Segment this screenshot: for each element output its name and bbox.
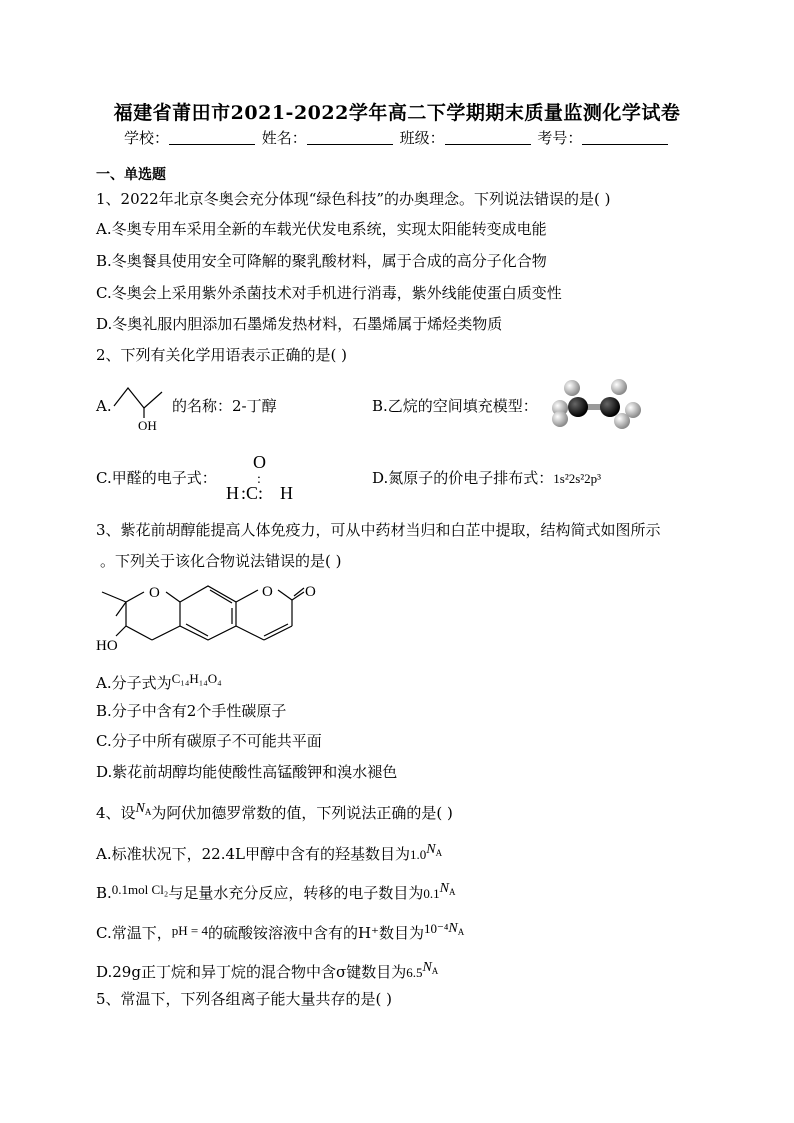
na-sub: A bbox=[435, 848, 443, 858]
avogadro-symbol-b bbox=[440, 881, 456, 896]
q4-b-text: 与足量水充分反应，转移的电子数目为 bbox=[168, 884, 424, 902]
q3-stem-line2: 。下列关于该化合物说法错误的是( ) bbox=[100, 552, 342, 570]
q4-b-value: 0.1 bbox=[423, 886, 440, 901]
q2-stem: 2、下列有关化学用语表示正确的是( ) bbox=[96, 346, 348, 364]
school-label: 学校： bbox=[124, 129, 170, 147]
q4-a-value: 1.0 bbox=[409, 847, 427, 862]
q3-option-b: B.分子中含有2个手性碳原子 bbox=[96, 702, 287, 720]
q4-a-text: A.标准状况下，22.4L甲醇中含有的羟基数目为 bbox=[96, 845, 410, 863]
name-blank[interactable] bbox=[307, 130, 393, 145]
q1-option-a: A.冬奥专用车采用全新的车载光伏发电系统，实现太阳能转变成电能 bbox=[96, 220, 547, 238]
na-sub: A bbox=[144, 807, 152, 817]
nitrogen-config: 1s²2s²2p³ bbox=[553, 471, 602, 486]
na-sub: A bbox=[431, 966, 439, 976]
q2-option-d-text: D.氮原子的价电子排布式： bbox=[372, 469, 554, 487]
q4-option-c bbox=[96, 919, 464, 943]
q4-d-value: 6.5 bbox=[406, 965, 423, 980]
na-sub: A bbox=[448, 887, 456, 897]
na-n: N bbox=[439, 881, 449, 896]
q4-b-prefix: B. bbox=[96, 884, 112, 902]
q1-option-b: B.冬奥餐具使用安全可降解的聚乳酸材料，属于合成的高分子化合物 bbox=[96, 252, 547, 270]
q3-option-a-text: A.分子式为 bbox=[96, 674, 172, 692]
formaldehyde-h2: H bbox=[280, 483, 293, 503]
q4-option-a bbox=[96, 840, 442, 865]
hydroxyl-label: HO bbox=[96, 638, 118, 654]
exam-title: 福建省莆田市2021-2022学年高二下学期期末质量监测化学试卷 bbox=[113, 102, 681, 124]
butanol-oh-label: OH bbox=[138, 418, 157, 433]
butanol-skeletal-structure bbox=[112, 380, 172, 433]
ring-oxygen-right: O bbox=[262, 584, 273, 600]
q3-option-a bbox=[96, 669, 222, 693]
q4-b-formula: 0.1mol Cl₂ bbox=[111, 882, 169, 897]
q1-option-c: C.冬奥会上采用紫外杀菌技术对手机进行消毒，紫外线能使蛋白质变性 bbox=[96, 284, 562, 302]
formaldehyde-h1: H bbox=[226, 483, 239, 503]
q4-stem-prefix: 4、设 bbox=[96, 804, 136, 822]
q2-option-a-prefix: A. bbox=[96, 397, 112, 415]
formaldehyde-electron-formula bbox=[226, 450, 302, 506]
q1-option-d: D.冬奥礼服内胆添加石墨烯发热材料，石墨烯属于烯烃类物质 bbox=[96, 315, 503, 333]
q2-option-d bbox=[372, 468, 601, 489]
avogadro-symbol bbox=[136, 801, 152, 816]
q2-option-b: B.乙烷的空间填充模型： bbox=[372, 397, 538, 415]
q1-stem: 1、2022年北京冬奥会充分体现“绿色科技”的办奥理念。下列说法错误的是( ) bbox=[96, 190, 611, 208]
q4-stem-suffix: 为阿伏加德罗常数的值，下列说法正确的是( ) bbox=[151, 804, 453, 822]
q4-option-b bbox=[96, 879, 455, 904]
q4-c-prefix: C.常温下， bbox=[96, 924, 172, 942]
na-n: N bbox=[135, 801, 145, 816]
section-heading: 一、单选题 bbox=[96, 167, 166, 183]
na-sub: A bbox=[457, 927, 465, 937]
q3-stem-line1: 3、紫花前胡醇能提高人体免疫力，可从中药材当归和白芷中提取，结构简式如图所示 bbox=[96, 521, 661, 539]
student-info-row bbox=[124, 127, 670, 148]
formaldehyde-center: :C: bbox=[241, 483, 264, 503]
q2-option-a-text: 的名称：2-丁醇 bbox=[172, 397, 277, 415]
ethane-space-filling-model bbox=[548, 378, 642, 430]
q3-option-d: D.紫花前胡醇均能使酸性高锰酸钾和溴水褪色 bbox=[96, 763, 398, 781]
marmesinol-structure bbox=[98, 578, 328, 658]
q4-c-text: 的硫酸铵溶液中含有的H⁺数目为 bbox=[207, 924, 424, 942]
school-blank[interactable] bbox=[169, 130, 255, 145]
q3-option-c: C.分子中所有碳原子不可能共平面 bbox=[96, 732, 322, 750]
q4-option-d bbox=[96, 958, 438, 983]
avogadro-symbol-c bbox=[448, 921, 464, 936]
class-blank[interactable] bbox=[445, 130, 531, 145]
q4-d-text: D.29g正丁烷和异丁烷的混合物中含σ键数目为 bbox=[96, 963, 407, 981]
carbonyl-oxygen: O bbox=[305, 584, 316, 600]
na-n: N bbox=[426, 842, 436, 857]
q5-stem: 5、常温下，下列各组离子能大量共存的是( ) bbox=[96, 990, 393, 1008]
molecular-formula: C₁₄H₁₄O₄ bbox=[171, 671, 222, 686]
q4-stem bbox=[96, 799, 453, 823]
na-n: N bbox=[422, 960, 432, 975]
number-label: 考号： bbox=[537, 129, 583, 147]
avogadro-symbol-d bbox=[422, 960, 438, 975]
name-label: 姓名： bbox=[261, 129, 307, 147]
q4-c-value: 10⁻⁴ bbox=[423, 921, 449, 936]
na-n: N bbox=[448, 921, 458, 936]
class-label: 班级： bbox=[399, 129, 445, 147]
q4-c-ph: pH = 4 bbox=[171, 923, 208, 938]
formaldehyde-dots: : bbox=[257, 472, 261, 487]
avogadro-symbol-a bbox=[426, 842, 442, 857]
q2-option-c: C.甲醛的电子式： bbox=[96, 469, 217, 487]
number-blank[interactable] bbox=[582, 130, 668, 145]
ring-oxygen-left: O bbox=[149, 585, 160, 601]
formaldehyde-o: O bbox=[253, 452, 266, 472]
